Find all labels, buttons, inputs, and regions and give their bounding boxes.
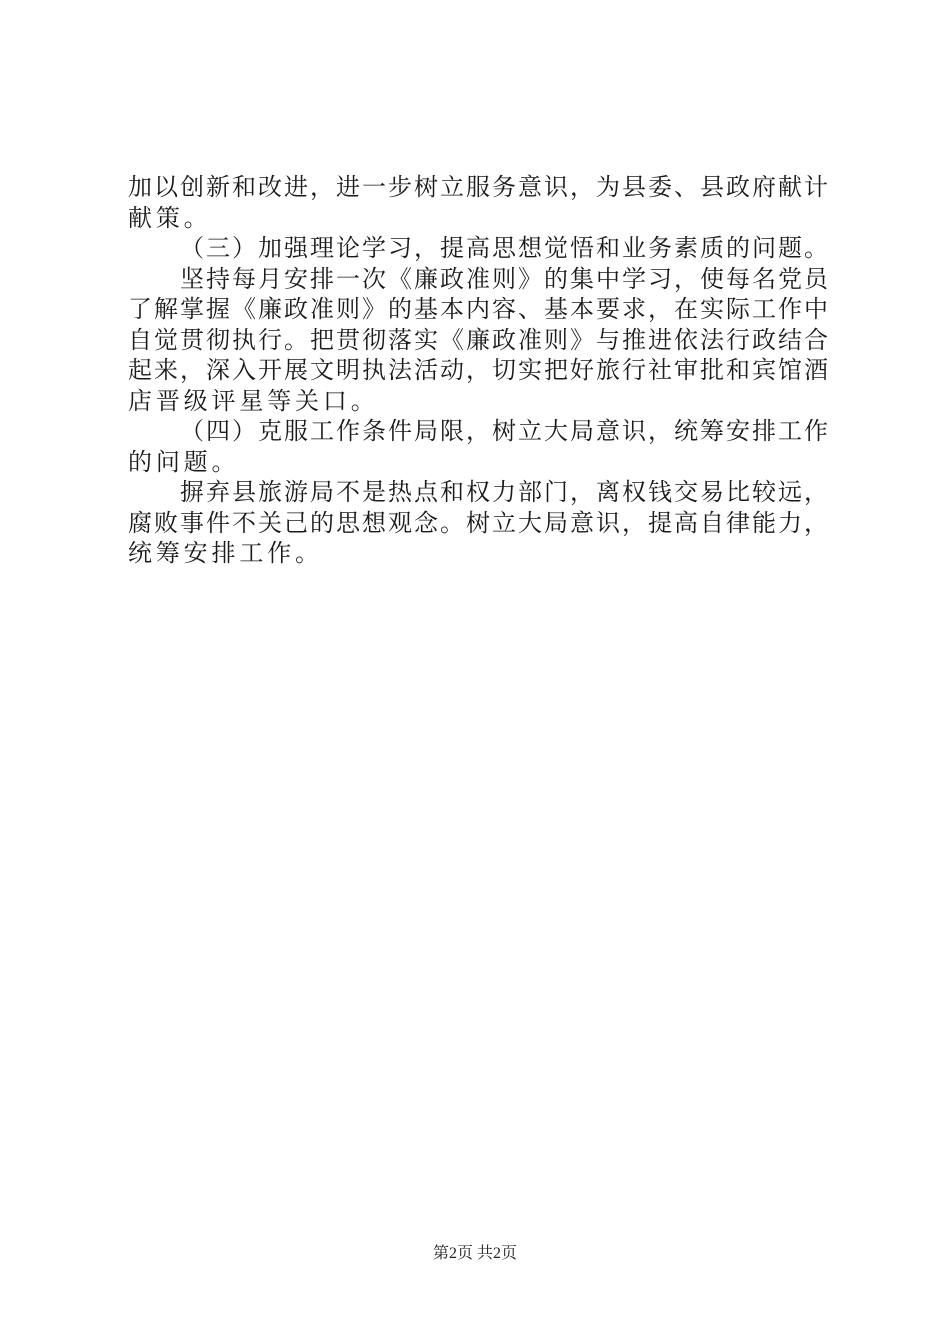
- section-heading-4-continued: 的问题。: [128, 447, 240, 476]
- paragraph-line: 统筹安排工作。: [128, 539, 323, 567]
- paragraph-line: 坚持每月安排一次《廉政准则》的集中学习，使每名党员: [180, 264, 828, 293]
- section-heading-4: （四）克服工作条件局限，树立大局意识，统筹安排工作: [180, 417, 828, 445]
- paragraph-line: 自觉贯彻执行。把贯彻落实《廉政准则》与推进依法行政结合: [128, 325, 828, 354]
- paragraph-line: 加以创新和改进，进一步树立服务意识，为县委、县政府献计: [128, 173, 828, 201]
- paragraph-line: 献策。: [128, 203, 212, 232]
- paragraph-line: 了解掌握《廉政准则》的基本内容、基本要求，在实际工作中: [128, 295, 828, 323]
- document-body: [128, 172, 828, 569]
- paragraph-line: 店晋级评星等关口。: [128, 386, 379, 415]
- page-number-footer: 第2页 共2页: [432, 1245, 517, 1262]
- section-heading-3: （三）加强理论学习，提高思想觉悟和业务素质的问题。: [180, 234, 828, 262]
- paragraph-line: 摒弃县旅游局不是热点和权力部门，离权钱交易比较远，: [180, 478, 828, 506]
- paragraph-line: 腐败事件不关己的思想观念。树立大局意识，提高自律能力，: [128, 508, 828, 537]
- paragraph-line: 起来，深入开展文明执法活动，切实把好旅行社审批和宾馆酒: [128, 356, 828, 384]
